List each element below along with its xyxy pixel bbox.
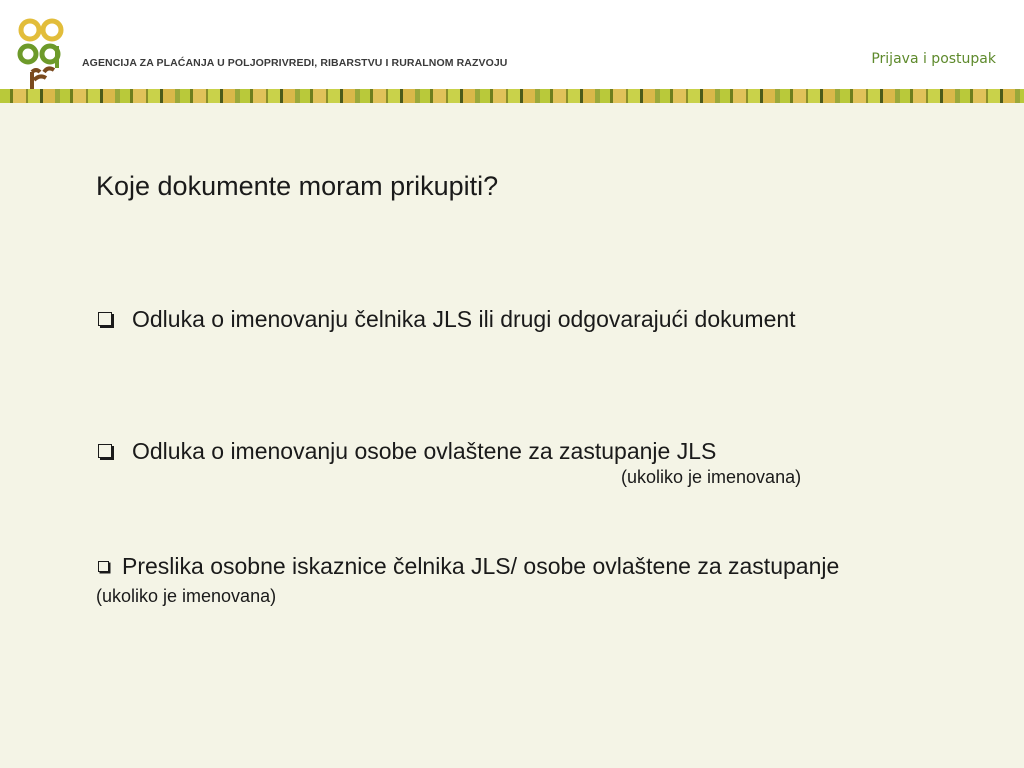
list-item-text: Preslika osobne iskaznice čelnika JLS/ osobe ovlaštene za zastupanje <box>122 553 840 579</box>
list-item-text: Odluka o imenovanju osobe ovlaštene za zastupanje JLS <box>132 438 717 464</box>
agency-logo-icon <box>10 14 70 96</box>
square-bullet-icon <box>98 444 112 458</box>
section-title: Prijava i postupak <box>871 51 996 67</box>
square-bullet-icon <box>98 561 109 572</box>
header-bar <box>0 0 1024 90</box>
slide-question: Koje dokumente moram prikupiti? <box>96 171 499 201</box>
square-bullet-icon <box>98 312 112 326</box>
list-item <box>96 437 886 465</box>
list-item <box>96 552 886 610</box>
list-item <box>96 305 886 333</box>
agency-name: AGENCIJA ZA PLAĆANJA U POLJOPRIVREDI, RIBARSTVU I RURALNOM RAZVOJU <box>82 57 508 69</box>
list-item-note: (ukoliko je imenovana) <box>96 586 277 606</box>
decorative-stripe <box>0 89 1024 103</box>
list-item-text: Odluka o imenovanju čelnika JLS ili drugi odgovarajući dokument <box>132 306 796 332</box>
list-item-note: (ukoliko je imenovana) <box>621 467 802 487</box>
